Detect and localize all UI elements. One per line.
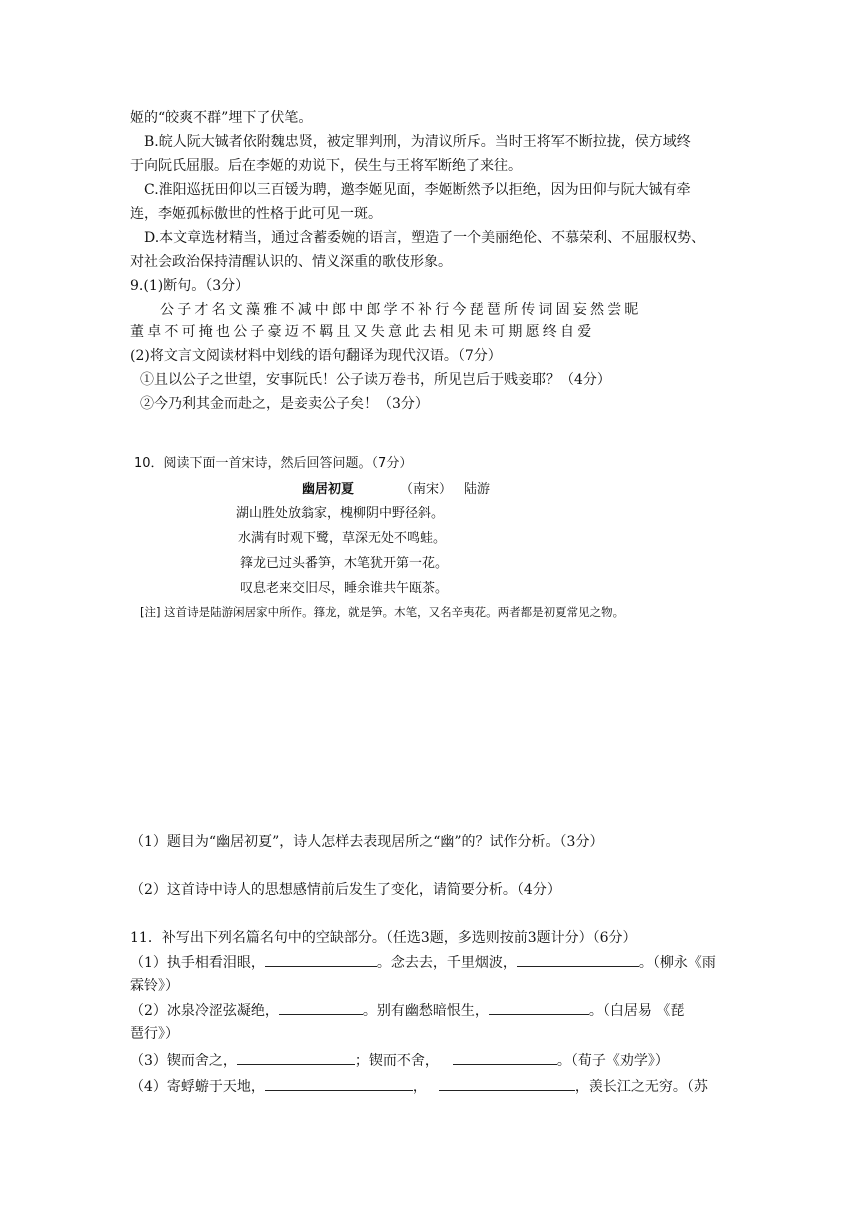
answer-blank[interactable] [265, 1076, 413, 1091]
poem-note: [注] 这首诗是陆游闲居家中所作。箨龙，就是笋。木笔，又名辛夷花。两者都是初夏常见之物。 [140, 605, 625, 619]
q11-2-continuation: 琶行》） [130, 1026, 179, 1042]
q11-1-part-b: 。念去去，千里烟波， [376, 955, 517, 971]
question-9-2-a: ①且以公子之世望，安事阮氏！公子读万卷书，所见岂后于贱妾耶？（4分） [140, 372, 611, 388]
poem-line: 水满有时观下鹭，草深无处不鸣蛙。 [238, 531, 447, 546]
punctuation-text-line-2: 董卓不可掩也公子豪迈不羁且又失意此去相见未可期愿终自爱 [130, 324, 595, 340]
q11-2-part-c: 。（白居易 《琵 [588, 1003, 685, 1019]
q11-3-part-b: ；锲而不舍， [354, 1053, 439, 1069]
answer-blank[interactable] [439, 1076, 575, 1091]
answer-blank[interactable] [265, 952, 377, 967]
option-d-line-2: 对社会政治保持清醒认识的、情义深重的歌伎形象。 [130, 254, 452, 270]
q11-2-part-b: 。别有幽愁暗恨生， [362, 1003, 489, 1019]
answer-blank[interactable] [489, 1000, 589, 1015]
question-11-3 [130, 1050, 669, 1071]
option-b-line-1: B.皖人阮大铖者依附魏忠贤，被定罪判刑，为清议所斥。当时王将军不断拉拢，侯方域终 [144, 134, 691, 150]
poem-dynasty: （南宋） [400, 482, 453, 497]
question-10-heading: 10．阅读下面一首宋诗，然后回答问题。（7分） [134, 456, 413, 471]
q11-1-continuation: 霖铃》） [130, 978, 179, 994]
option-c-line-1: C.淮阳巡抚田仰以三百锾为聘，邀李姬见面，李姬断然予以拒绝，因为田仰与阮大铖有牵 [144, 182, 691, 198]
q11-1-part-a: （1）执手相看泪眼， [130, 955, 265, 971]
poem-line: 箨龙已过头番笋，木笔犹开第一花。 [240, 556, 449, 571]
option-c-line-2: 连，李姬孤标傲世的性格于此可见一斑。 [130, 206, 382, 222]
poem-title-text: 幽居初夏 [302, 482, 355, 497]
answer-blank[interactable] [279, 1000, 363, 1015]
question-9-2: (2)将文言文阅读材料中划线的语句翻译为现代汉语。（7分） [130, 348, 502, 364]
q11-3-part-a: （3）锲而舍之， [130, 1053, 237, 1069]
question-10-2: （2）这首诗中诗人的思想感情前后发生了变化，请简要分析。（4分） [130, 882, 561, 898]
text-line: 姬的“皎爽不群”埋下了伏笔。 [130, 110, 313, 126]
poem-line: 叹息老来交旧尽，睡余谁共午瓯茶。 [240, 581, 449, 596]
poem-image [130, 450, 710, 630]
poem-line: 湖山胜处放翁家，槐柳阴中野径斜。 [236, 506, 445, 521]
question-11-1 [130, 952, 716, 973]
question-11-4 [130, 1076, 708, 1097]
q11-4-part-b: ， [412, 1079, 427, 1095]
question-9-2-b: ②今乃利其金而赴之，是妾卖公子矣！（3分） [140, 396, 429, 412]
question-10-1: （1）题目为“幽居初夏”，诗人怎样去表现居所之“幽”的？试作分析。（3分） [130, 834, 604, 850]
q11-2-part-a: （2）冰泉冷涩弦凝绝， [130, 1003, 279, 1019]
poem-title [302, 478, 354, 497]
answer-blank[interactable] [517, 952, 639, 967]
q11-4-part-a: （4）寄蜉蝣于天地， [130, 1079, 265, 1095]
question-9-1: 9.(1)断句。（3分） [130, 278, 250, 294]
punctuation-text-line-1: 公子才名文藻雅不减中郎中郎学不补行今琵琶所传词固妄然尝昵 [160, 302, 642, 318]
question-11-2 [130, 1000, 684, 1021]
poem-author: 陆游 [464, 482, 491, 497]
option-d-line-1: D.本文章选材精当，通过含蓄委婉的语言，塑造了一个美丽绝伦、不慕荣利、不屈服权势、 [144, 230, 706, 246]
q11-1-part-c: 。（柳永《雨 [638, 955, 716, 971]
answer-blank[interactable] [453, 1050, 557, 1065]
question-11-heading: 11．补写出下列名篇名句中的空缺部分。（任选3题，多选则按前3题计分）（6分） [130, 930, 637, 946]
q11-3-part-c: 。（荀子《劝学》） [556, 1053, 669, 1069]
answer-blank[interactable] [237, 1050, 355, 1065]
option-b-line-2: 于向阮氏屈服。后在李姬的劝说下，侯生与王将军断绝了来往。 [130, 158, 522, 174]
q11-4-part-c: ，羡长江之无穷。（苏 [574, 1079, 708, 1095]
